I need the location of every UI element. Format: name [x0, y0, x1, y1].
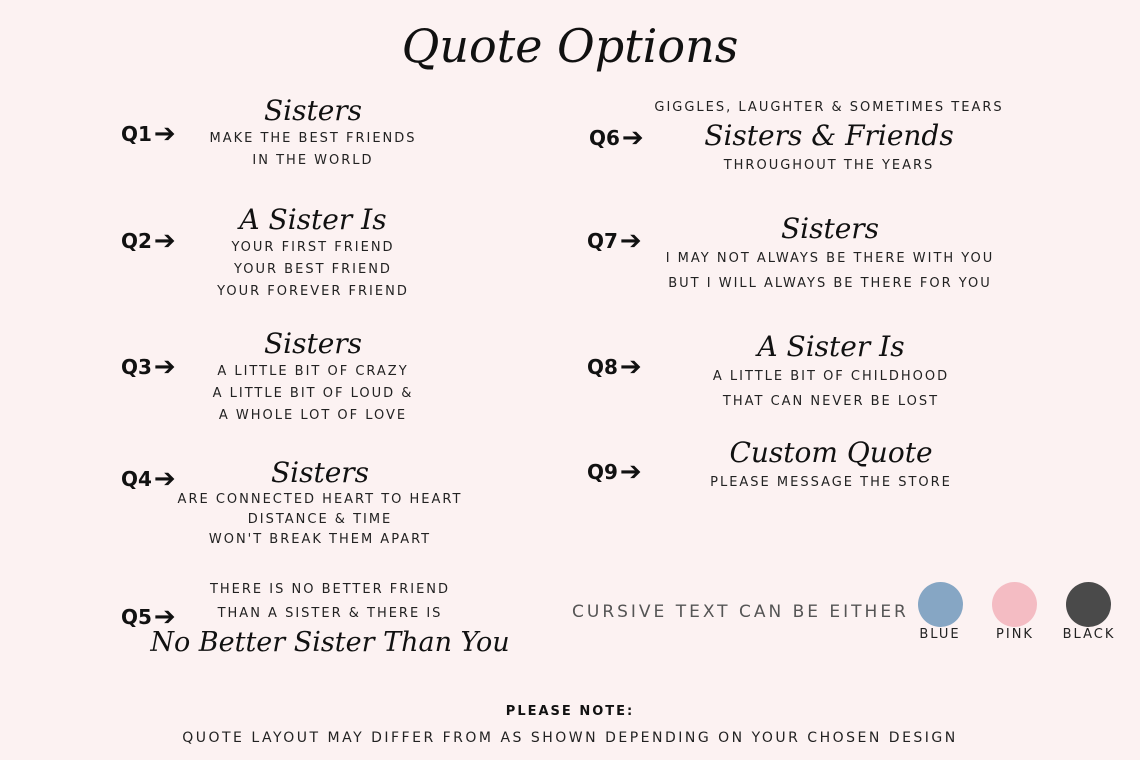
note-heading: PLEASE NOTE: [505, 704, 635, 719]
quote-label-q3 [121, 352, 176, 382]
quote-block-q9 [710, 436, 952, 495]
quote-label-q1 [121, 119, 176, 149]
arrow-right-icon: ➔ [153, 602, 176, 632]
quote-caps-line: THAN A SISTER & THERE IS [217, 606, 443, 621]
quote-number: Q9 [587, 460, 618, 484]
color-swatch-blue [918, 582, 963, 627]
quote-caps-line: DISTANCE & TIME [247, 512, 393, 527]
quote-number: Q3 [121, 355, 152, 379]
quote-caps-line: BUT I WILL ALWAYS BE THERE FOR YOU [668, 276, 992, 291]
quote-block-q5 [150, 578, 509, 660]
quote-caps-line: PLEASE MESSAGE THE STORE [710, 475, 952, 490]
quote-label-q6 [589, 123, 644, 153]
quote-caps-line: A LITTLE BIT OF CRAZY [217, 364, 409, 379]
quote-block-q3 [213, 327, 414, 427]
quote-caps-line: YOUR BEST FRIEND [234, 262, 392, 277]
quote-number: Q2 [121, 229, 152, 253]
quote-caps-line: YOUR FIRST FRIEND [231, 240, 395, 255]
quote-number: Q1 [121, 122, 152, 146]
arrow-right-icon: ➔ [619, 226, 642, 256]
quote-cursive-line: A Sister Is [239, 203, 387, 236]
quote-caps-line: IN THE WORLD [252, 153, 374, 168]
quote-number: Q4 [121, 467, 152, 491]
quote-label-q2 [121, 226, 176, 256]
arrow-right-icon: ➔ [153, 119, 176, 149]
arrow-right-icon: ➔ [153, 226, 176, 256]
quote-number: Q7 [587, 229, 618, 253]
arrow-right-icon: ➔ [153, 464, 176, 494]
color-swatch-black [1066, 582, 1111, 627]
quote-caps-line: YOUR FOREVER FRIEND [217, 284, 409, 299]
color-swatch-pink [992, 582, 1037, 627]
quote-cursive-line: Sisters [780, 212, 880, 245]
quote-cursive-line: Sisters [263, 327, 363, 360]
arrow-right-icon: ➔ [153, 352, 176, 382]
cursive-color-note: CURSIVE TEXT CAN BE EITHER [572, 602, 909, 622]
quote-caps-line: I MAY NOT ALWAYS BE THERE WITH YOU [665, 251, 995, 266]
quote-number: Q6 [589, 126, 620, 150]
arrow-right-icon: ➔ [619, 457, 642, 487]
quote-caps-line: A LITTLE BIT OF CHILDHOOD [712, 369, 950, 384]
color-label-blue: BLUE [919, 627, 961, 642]
quote-label-q4 [121, 464, 176, 494]
quote-block-q7 [666, 212, 995, 296]
color-label-pink: PINK [996, 627, 1034, 642]
quote-block-q2 [217, 203, 409, 303]
quote-block-q8 [713, 330, 949, 414]
quote-cursive-line: Sisters [263, 94, 363, 127]
quote-caps-line: A LITTLE BIT OF LOUD & [212, 386, 414, 401]
quote-caps-line: ARE CONNECTED HEART TO HEART [177, 492, 463, 507]
quote-caps-line: WON'T BREAK THEM APART [208, 532, 432, 547]
quote-block-q4 [178, 456, 463, 550]
arrow-right-icon: ➔ [621, 123, 644, 153]
color-label-black: BLACK [1062, 627, 1116, 642]
quote-caps-line: THROUGHOUT THE YEARS [723, 158, 935, 173]
quote-caps-line: THERE IS NO BETTER FRIEND [209, 582, 451, 597]
quote-cursive-line: Sisters & Friends [704, 119, 954, 152]
quote-label-q9 [587, 457, 642, 487]
quote-cursive-line: A Sister Is [757, 330, 905, 363]
quote-caps-line: GIGGLES, LAUGHTER & SOMETIMES TEARS [654, 100, 1004, 115]
quote-caps-line: MAKE THE BEST FRIENDS [209, 131, 417, 146]
page-title: Quote Options [401, 19, 739, 73]
quote-cursive-line: Sisters [270, 456, 370, 489]
quote-number: Q8 [587, 355, 618, 379]
note-text: QUOTE LAYOUT MAY DIFFER FROM AS SHOWN DEPENDING ON YOUR CHOSEN DESIGN [182, 730, 958, 746]
quote-caps-line: A WHOLE LOT OF LOVE [218, 408, 408, 423]
quote-cursive-line: No Better Sister Than You [150, 627, 510, 658]
quote-label-q7 [587, 226, 642, 256]
arrow-right-icon: ➔ [619, 352, 642, 382]
quote-number: Q5 [121, 605, 152, 629]
quote-cursive-line: Custom Quote [729, 436, 933, 469]
quote-block-q6 [654, 97, 1003, 177]
quote-caps-line: THAT CAN NEVER BE LOST [722, 394, 940, 409]
quote-label-q8 [587, 352, 642, 382]
quote-block-q1 [209, 94, 416, 172]
